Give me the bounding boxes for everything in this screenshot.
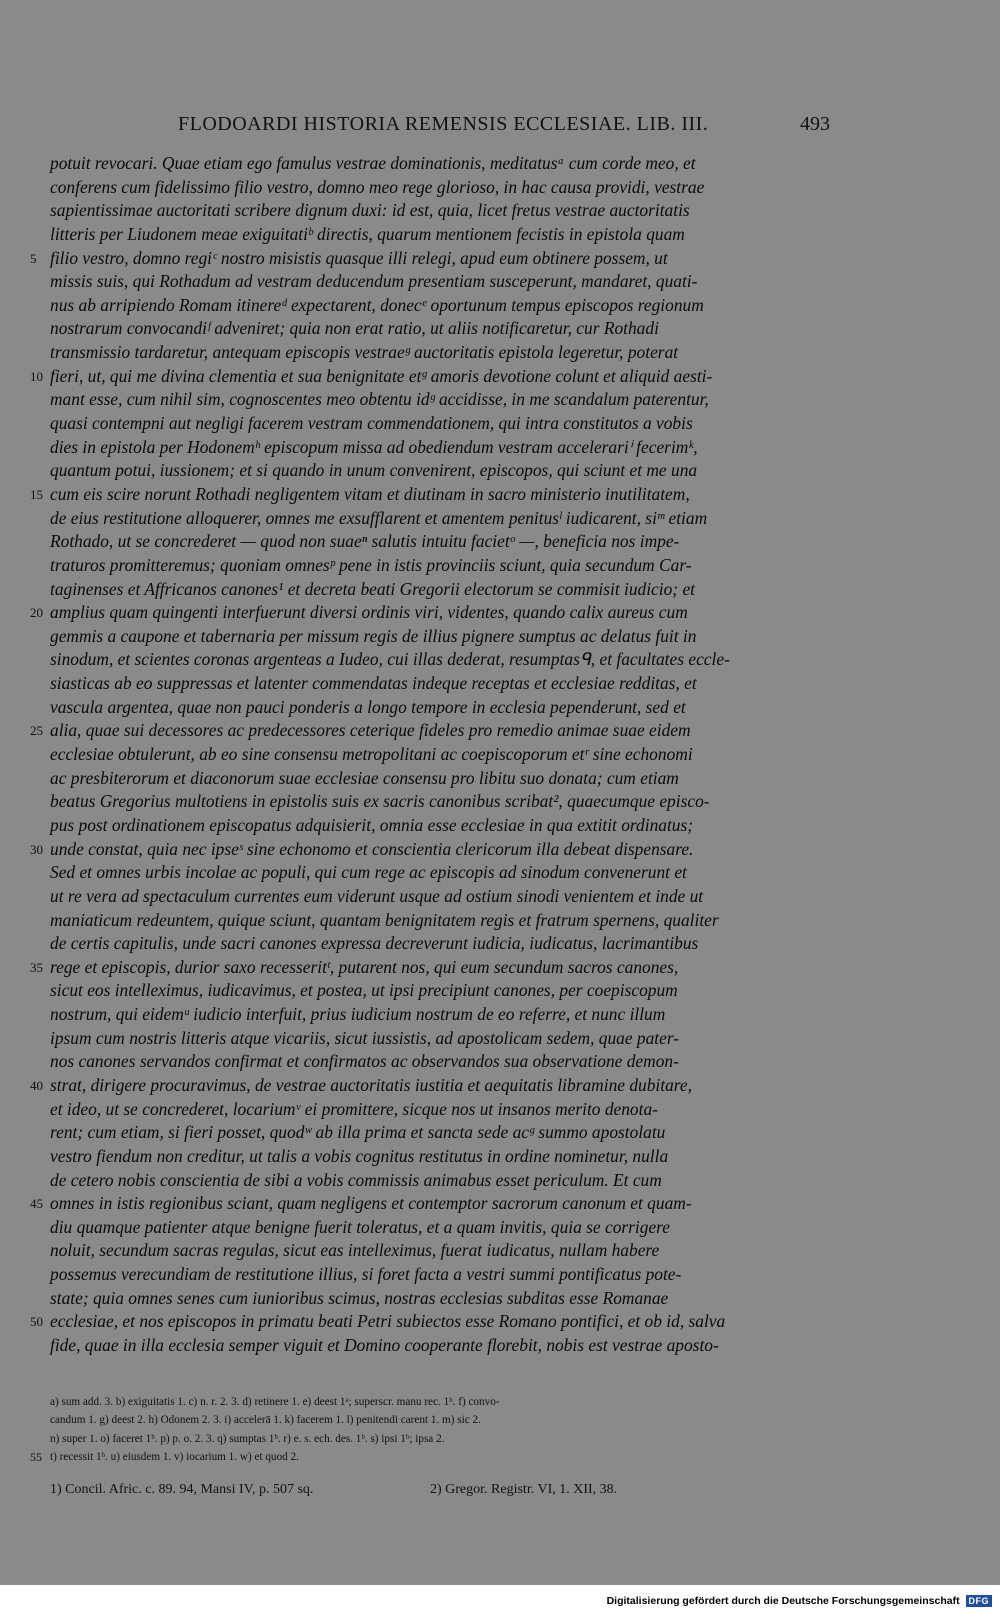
text-line (30, 601, 835, 625)
text-line (50, 696, 835, 720)
text-line (30, 719, 835, 743)
text-line (50, 578, 835, 602)
text-line (50, 1003, 835, 1027)
text-line (50, 932, 835, 956)
note-text: a) sum add. 3. b) exiguitatis 1. c) n. r. 2. 3. d) retinere 1. e) deest 1ᵃ; superscr. manu rec. 1ᵇ. f) convo- (50, 1396, 500, 1408)
text-line (30, 1310, 835, 1334)
line-text: ecclesiae obtulerunt, ab eo sine consensu metropolitani ac coepiscoporum etʳ sine echonomi (50, 744, 693, 765)
source-notes (50, 1480, 690, 1500)
line-text: omnes in istis regionibus sciant, quam negligens et contemptor sacrorum canonum et quam- (50, 1193, 692, 1214)
text-line (50, 625, 835, 649)
line-number: 40 (30, 1077, 43, 1093)
page-number: 493 (800, 113, 830, 135)
text-line (50, 767, 835, 791)
text-line (50, 1287, 835, 1311)
line-number: 45 (30, 1196, 43, 1212)
text-line (50, 459, 835, 483)
line-text: litteris per Liudonem meae exiguitatiᵇ directis, quarum mentionem fecistis in epistola quam (50, 223, 685, 244)
line-text: missis suis, qui Rothadum ad vestram deducendum presentiam susceperunt, mandaret, quati- (50, 271, 698, 292)
line-text: siasticas ab eo suppressas et latenter commendatas indeque receptas et ecclesiae redditas, et (50, 673, 697, 694)
text-line (50, 554, 835, 578)
text-line (50, 1121, 835, 1145)
line-text: potuit revocari. Quae etiam ego famulus vestrae dominationis, meditatusᵃ cum corde meo, et (50, 153, 696, 173)
line-text: de cetero nobis conscientia de sibi a vobis commissis animabus esset periculum. Et cum (50, 1169, 662, 1190)
line-text: nus ab arripiendo Romam itinereᵈ expectarent, donecᵉ oportunum tempus episcopos regionum (50, 294, 704, 315)
note-text: t) recessit 1ᵇ. u) eiusdem 1. v) iocarium 1. w) et quod 2. (50, 1450, 299, 1463)
text-line (30, 956, 835, 980)
note-line (50, 1430, 835, 1448)
line-text: unde constat, quia nec ipseˢ sine echonomo et conscientia clericorum illa debeat dispensare. (50, 838, 694, 859)
note-line (30, 1448, 835, 1466)
line-number: 5 (30, 250, 37, 266)
text-line (50, 790, 835, 814)
critical-apparatus (30, 1393, 835, 1466)
source-note-1: 1) Concil. Afric. c. 89. 94, Mansi IV, p. 507 sq. (50, 1482, 314, 1497)
text-line (30, 838, 835, 862)
text-line (30, 483, 835, 507)
note-text: n) super 1. o) faceret 1ᵇ. p) p. o. 2. 3. q) sumptas 1ᵇ. r) e. s. ech. des. 1ᵇ. s) ipsi 1ᵇ; ipsa 2. (50, 1432, 445, 1445)
line-text: transmissio tardaretur, antequam episcopis vestraeᵍ auctoritatis epistola legeretur, poterat (50, 342, 679, 363)
text-line (50, 270, 835, 294)
text-line (30, 247, 835, 271)
text-line (50, 1239, 835, 1263)
line-text: et ideo, ut se concrederet, locariumᵛ ei promittere, sicque nos ut insanos merito denota- (50, 1098, 658, 1119)
line-text: ecclesiae, et nos episcopos in primatu beati Petri subiectos esse Romano pontifici, et ob id, salva (50, 1311, 726, 1332)
text-line (50, 388, 835, 412)
line-text: quantum potui, iussionem; et si quando in unum convenirent, episcopos, qui sciunt et me una (50, 460, 698, 481)
text-line (50, 436, 835, 460)
text-line (50, 223, 835, 247)
text-line (50, 1169, 835, 1193)
text-line (50, 885, 835, 909)
line-text: nos canones servandos confirmat et confirmatos ac observandos sua observatione demon- (50, 1051, 679, 1072)
line-text: possemus verecundiam de restitutione illius, si foret facta a vestri summi pontificatus pote- (50, 1264, 682, 1285)
line-text: sapientissimae auctoritati scribere dignum duxi: id est, quia, licet fretus vestrae auctoritatis (50, 200, 690, 221)
line-text: mant esse, cum nihil sim, cognoscentes meo obtentu idᵍ accidisse, in me scandalum paterentur, (50, 389, 709, 410)
source-note-2: 2) Gregor. Registr. VI, 1. XII, 38. (430, 1482, 618, 1497)
line-text: rege et episcopis, durior saxo recesseritᵗ, putarent nos, qui eum secundum sacros canones, (50, 956, 679, 977)
text-line (50, 1263, 835, 1287)
text-line (50, 814, 835, 838)
text-line (50, 176, 835, 200)
text-line (50, 412, 835, 436)
digitization-credit (607, 1595, 992, 1607)
line-number: 55 (30, 1449, 42, 1464)
text-line (50, 317, 835, 341)
line-number: 15 (30, 486, 43, 502)
line-text: quasi contempni aut negligi facerem vestram commendationem, qui intra constitutos a vobis (50, 413, 693, 434)
line-text: vestro fiendum non creditur, ut talis a vobis cognitus restitutus in ordine nominetur, nulla (50, 1145, 669, 1166)
line-text: noluit, secundum sacras regulas, sicut eas intelleximus, fuerat iudicatus, nullam habere (50, 1240, 660, 1261)
dfg-logo: DFG (966, 1595, 993, 1607)
text-line (50, 294, 835, 318)
text-line (50, 861, 835, 885)
line-text: fide, quae in illa ecclesia semper viguit et Domino cooperante florebit, nobis est vestrae aposto- (50, 1335, 719, 1356)
line-text: taginenses et Affricanos canones¹ et decreta beati Gregorii electorum se commisit iudicio; et (50, 578, 695, 599)
note-line (50, 1411, 835, 1429)
text-line (50, 1027, 835, 1051)
line-text: alia, quae sui decessores ac predecessores ceterique fideles pro remedio animae suae eidem (50, 720, 691, 741)
line-text: amplius quam quingenti interfuerunt diversi ordinis viri, videntes, quando calix aureus cum (50, 602, 688, 623)
line-text: sicut eos intelleximus, iudicavimus, et postea, ut ipsi precipiunt canones, per coepiscopum (50, 980, 678, 1001)
text-line (50, 341, 835, 365)
line-number: 50 (30, 1314, 43, 1330)
text-line (50, 530, 835, 554)
line-text: maniaticum redeuntem, quique sciunt, quantam benignitatem regis et fratrum spernens, qualiter (50, 909, 719, 930)
line-text: Sed et omnes urbis incolae ac populi, qui cum rege ac episcopis ad sinodum convenerunt et (50, 862, 687, 883)
line-text: cum eis scire norunt Rothadi negligentem vitam et diutinam in sacro ministerio inutilitatem, (50, 483, 690, 504)
text-line (50, 1050, 835, 1074)
line-number: 35 (30, 959, 43, 975)
line-text: beatus Gregorius multotiens in epistolis suis ex sacris canonibus scribat², quaecumque episco- (50, 791, 710, 812)
line-number: 10 (30, 368, 43, 384)
line-text: nostrum, qui eidemᵘ iudicio interfuit, prius iudicium nostrum de eo referre, et nunc illum (50, 1004, 666, 1025)
text-line (50, 979, 835, 1003)
line-number: 20 (30, 605, 43, 621)
line-text: pus post ordinationem episcopatus adquisierit, omnia esse ecclesiae in qua extitit ordinatus; (50, 814, 694, 835)
line-text: sinodum, et scientes coronas argenteas a Iudeo, cui illas dederat, resumptasᑫ, et facultates eccle- (50, 649, 730, 670)
credit-text: Digitalisierung gefördert durch die Deutsche Forschungsgemeinschaft (606, 1595, 960, 1607)
line-text: ut re vera ad spectaculum currentes eum viderunt usque ad ostium sinodi venientem et inde ut (50, 885, 704, 906)
text-line (30, 1192, 835, 1216)
line-text: nostrarum convocandiᶠ adveniret; quia non erat ratio, ut aliis notificaretur, cur Rothadi (50, 318, 659, 339)
text-line (50, 507, 835, 531)
line-text: traturos promitteremus; quoniam omnesᵖ pene in istis provinciis sciunt, quia secundum Car- (50, 554, 692, 575)
text-line (50, 1098, 835, 1122)
line-text: dies in epistola per Hodonemʰ episcopum missa ad obediendum vestram accelerariⁱ fecerimᵏ, (50, 436, 698, 457)
text-line (30, 1074, 835, 1098)
line-text: ipsum cum nostris litteris atque vicariis, sicut iussistis, ad apostolicam sedem, quae pater- (50, 1027, 680, 1048)
line-text: diu quamque patienter atque benigne fuerit toleratus, et a quam invitis, quia se corrigere (50, 1216, 671, 1237)
text-line (50, 1334, 835, 1358)
running-head (50, 113, 830, 143)
line-text: vascula argentea, quae non pauci ponderis a longo tempore in ecclesia pependerunt, sed et (50, 696, 686, 717)
line-text: gemmis a caupone et tabernaria per missum regis de illius pignere sumptus ac delatus fuit in (50, 625, 697, 646)
line-text: de eius restitutione alloquerer, omnes me exsufflarent et amentem penitusˡ iudicarent, siᵐ etiam (50, 507, 708, 528)
line-text: ac presbiterorum et diaconorum suae ecclesiae consensu pro libitu suo donata; cum etiam (50, 767, 679, 788)
line-text: filio vestro, domno regiᶜ nostro misistis quasque illi relegi, apud eum obtinere possem, ut (50, 247, 668, 268)
line-text: fieri, ut, qui me divina clementia et sua benignitate etᵍ amoris devotione colunt et aliquid aesti- (50, 365, 713, 386)
text-line (50, 1216, 835, 1240)
text-line (50, 672, 835, 696)
text-line (50, 743, 835, 767)
line-number: 25 (30, 723, 43, 739)
line-text: rent; cum etiam, si fieri posset, quodʷ ab illa prima et sancta sede acᵍ summo apostolatu (50, 1122, 666, 1143)
main-text (30, 152, 835, 1358)
line-number: 30 (30, 841, 43, 857)
note-line (50, 1393, 835, 1411)
text-line (50, 909, 835, 933)
text-line (50, 152, 835, 176)
line-text: de certis capitulis, unde sacri canones expressa decreverunt iudicia, iudicatus, lacrimantibus (50, 933, 699, 954)
text-line (30, 365, 835, 389)
running-head-title: FLODOARDI HISTORIA REMENSIS ECCLESIAE. LIB. III. (178, 113, 709, 135)
line-text: state; quia omnes senes cum iunioribus scimus, nostras ecclesias subditas esse Romanae (50, 1287, 669, 1308)
text-line (50, 1145, 835, 1169)
note-text: candum 1. g) deest 2. h) Odonem 2. 3. i) accelerā 1. k) facerem 1. l) penitendi carent 1. m) sic 2. (50, 1414, 481, 1427)
line-text: strat, dirigere procuravimus, de vestrae auctoritatis iustitia et aequitatis libramine dubitare, (50, 1074, 692, 1095)
line-text: Rothado, ut se concrederet — quod non suaeⁿ salutis intuitu facietᵒ —, beneficia nos impe- (50, 531, 680, 552)
text-line (50, 199, 835, 223)
line-text: conferens cum fidelissimo filio vestro, domno meo rege glorioso, in hac causa providi, vestrae (50, 176, 705, 197)
text-line (50, 648, 835, 672)
